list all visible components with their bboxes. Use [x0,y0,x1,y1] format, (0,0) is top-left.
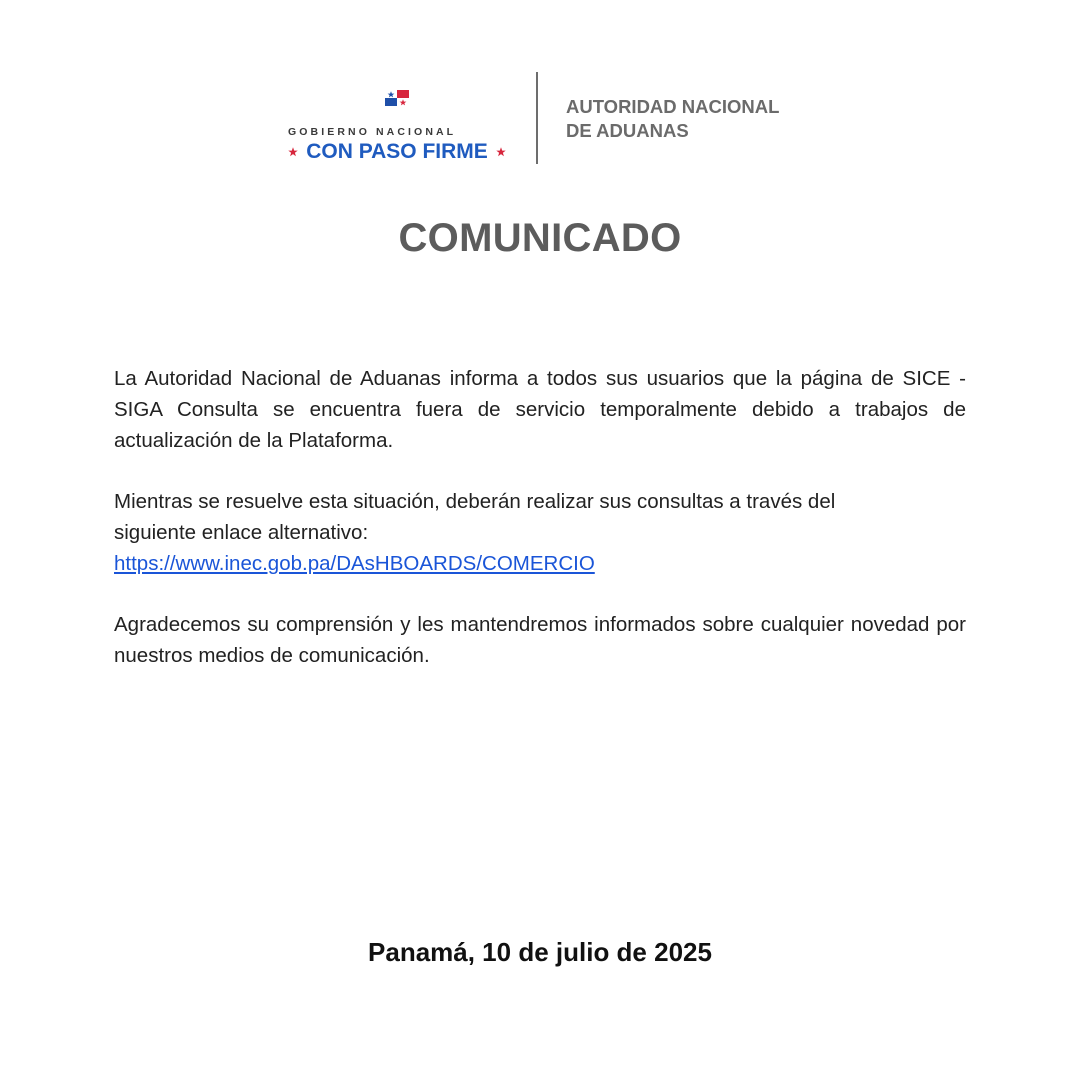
header-divider [536,72,538,164]
star-icon [496,147,506,157]
government-logo [288,88,506,163]
paragraph-alternative-link-line1: Mientras se resuelve esta situación, deberán realizar sus consultas a través del [114,490,836,513]
government-name: GOBIERNO NACIONAL [288,126,457,138]
agency-name [566,95,806,143]
paragraph-alternative-link-line2: siguiente enlace alternativo: [114,521,369,544]
communique-body [114,363,966,671]
date-line: Panamá, 10 de julio de 2025 [368,937,712,967]
paragraph-thanks: Agradecemos su comprensión y les mantendremos informados sobre cualquier novedad por nuestros medios de comunicación. [114,613,966,667]
page-title: COMUNICADO [398,216,682,260]
alternative-link[interactable]: https://www.inec.gob.pa/DAsHBOARDS/COMERCIO [114,552,595,575]
government-slogan: CON PASO FIRME [306,140,488,163]
agency-name-line1: AUTORIDAD NACIONAL [566,96,780,117]
star-icon [288,147,298,157]
paragraph-service-notice: La Autoridad Nacional de Aduanas informa a todos sus usuarios que la página de SICE - SIGA Consulta se encuentra fuera de servicio temporalmente debido a trabajos de actualización de la Plataforma. [114,367,966,452]
header [0,72,1080,164]
paragraph-alternative-link [114,486,966,579]
government-slogan-row [288,140,506,164]
panama-flag-icon [385,90,409,106]
agency-name-line2: DE ADUANAS [566,120,689,141]
